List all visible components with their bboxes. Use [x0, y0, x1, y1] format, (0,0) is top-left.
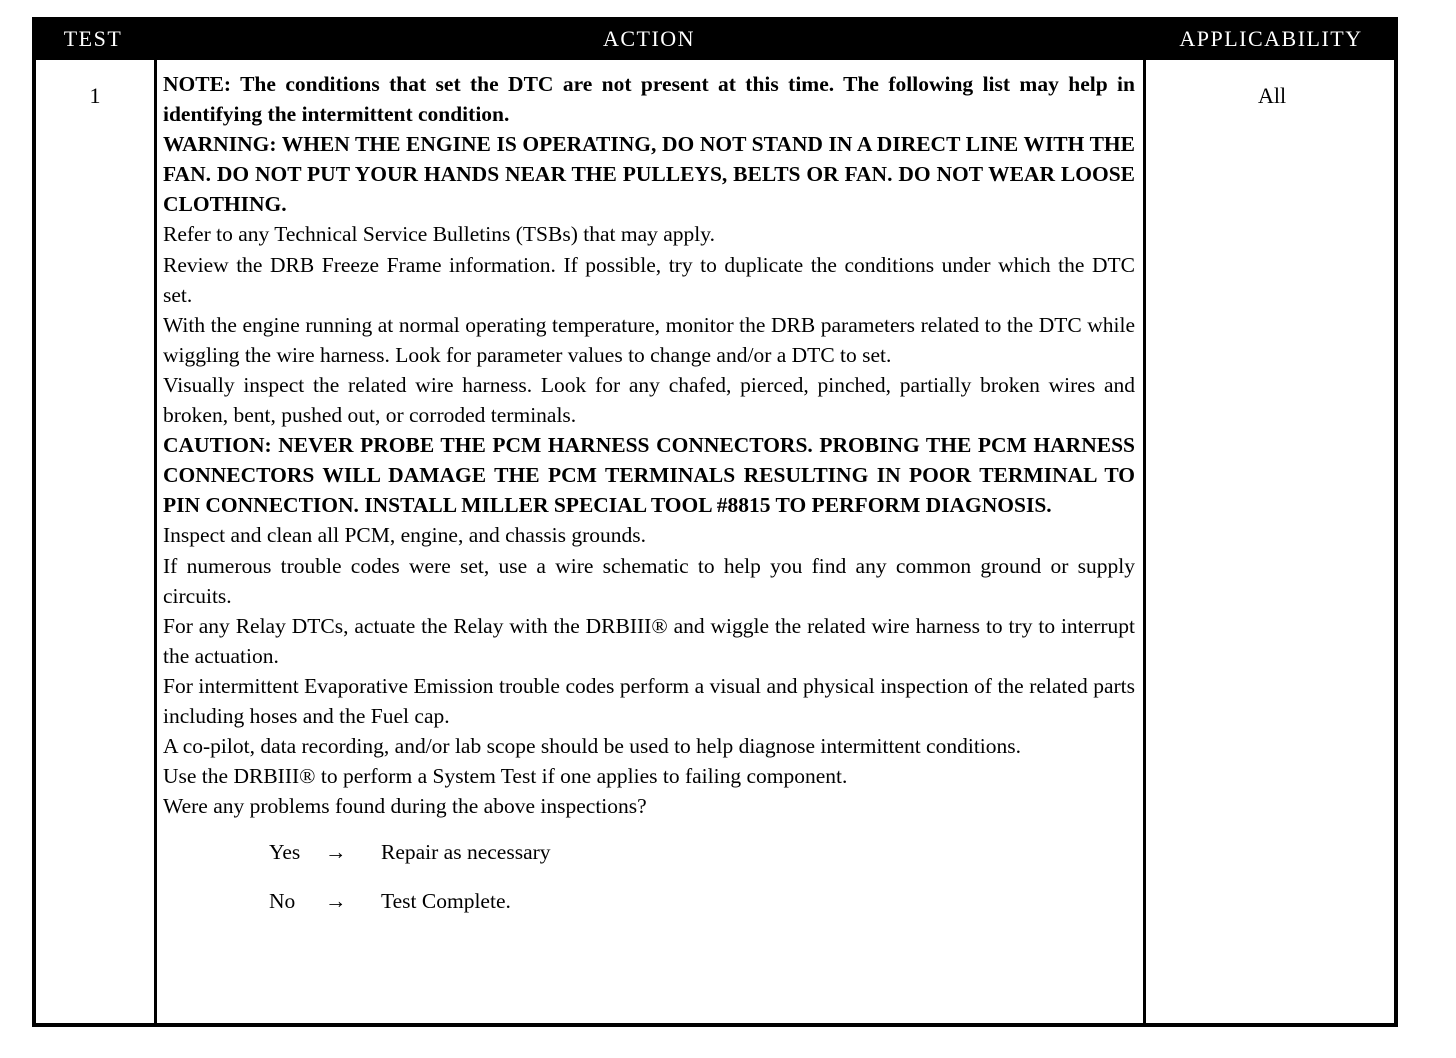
- header-test: TEST: [63, 26, 123, 51]
- table-header: [32, 17, 1398, 60]
- action-step-paragraph: Review the DRB Freeze Frame information. If possible, try to duplicate the conditions under which the DTC set.: [163, 252, 1135, 307]
- action-paragraphs: [163, 69, 1135, 821]
- action-notice-paragraph: CAUTION: NEVER PROBE THE PCM HARNESS CONNECTORS. PROBING THE PCM HARNESS CONNECTORS WILL DAMAGE THE PCM TERMINALS RESULTING IN POOR TERMINAL TO PIN CONNECTION. INSTALL MILLER SPECIAL TOOL #8815 TO PERFORM DIAGNOSIS.: [163, 433, 1135, 518]
- action-step-paragraph: Use the DRBIII® to perform a System Test if one applies to failing component.: [163, 764, 848, 789]
- choice-no: [269, 886, 1135, 935]
- choice-yes: [269, 837, 1135, 886]
- action-step-paragraph: Visually inspect the related wire harness. Look for any chafed, pierced, pinched, partially broken wires and broken, bent, pushed out, or corroded terminals.: [163, 372, 1135, 428]
- choice-label: No: [269, 889, 296, 914]
- action-step-paragraph: If numerous trouble codes were set, use a wire schematic to help you find any common ground or supply circuits.: [163, 553, 1135, 608]
- column-divider-test: [154, 60, 157, 1023]
- choice-label: Yes: [269, 840, 301, 865]
- applicability-cell: All: [1257, 83, 1287, 108]
- action-step-paragraph: For any Relay DTCs, actuate the Relay with the DRBIII® and wiggle the related wire harness to try to interrupt the actuation.: [163, 613, 1135, 668]
- header-action: ACTION: [602, 26, 696, 51]
- header-applicability: APPLICABILITY: [1179, 26, 1363, 51]
- action-step-paragraph: A co-pilot, data recording, and/or lab scope should be used to help diagnose intermittent conditions.: [163, 734, 1022, 759]
- action-step-paragraph: Were any problems found during the above inspections?: [163, 794, 647, 819]
- arrow-icon: →: [325, 889, 347, 914]
- column-divider-applicability: [1143, 60, 1146, 1023]
- action-cell: [163, 69, 1135, 935]
- answer-choices: [269, 837, 1135, 935]
- arrow-icon: →: [325, 840, 347, 865]
- action-step-paragraph: Inspect and clean all PCM, engine, and chassis grounds.: [163, 523, 647, 548]
- action-step-paragraph: With the engine running at normal operating temperature, monitor the DRB parameters related to the DTC while wiggling the wire harness. Look for parameter values to change and/or a DTC to set.: [163, 312, 1135, 367]
- action-notice-paragraph: WARNING: WHEN THE ENGINE IS OPERATING, DO NOT STAND IN A DIRECT LINE WITH THE FAN. DO NOT PUT YOUR HANDS NEAR THE PULLEYS, BELTS OR FAN. DO NOT WEAR LOOSE CLOTHING.: [163, 132, 1135, 217]
- choice-result: Repair as necessary: [381, 840, 551, 865]
- test-number-cell: 1: [89, 83, 101, 108]
- action-notice-paragraph: NOTE: The conditions that set the DTC are not present at this time. The following list may help in identifying the intermittent condition.: [163, 72, 1135, 127]
- choice-result: Test Complete.: [381, 889, 511, 914]
- action-step-paragraph: For intermittent Evaporative Emission trouble codes perform a visual and physical inspection of the related parts including hoses and the Fuel cap.: [163, 673, 1135, 728]
- action-step-paragraph: Refer to any Technical Service Bulletins (TSBs) that may apply.: [163, 222, 715, 247]
- diagnostic-table: [32, 17, 1398, 1027]
